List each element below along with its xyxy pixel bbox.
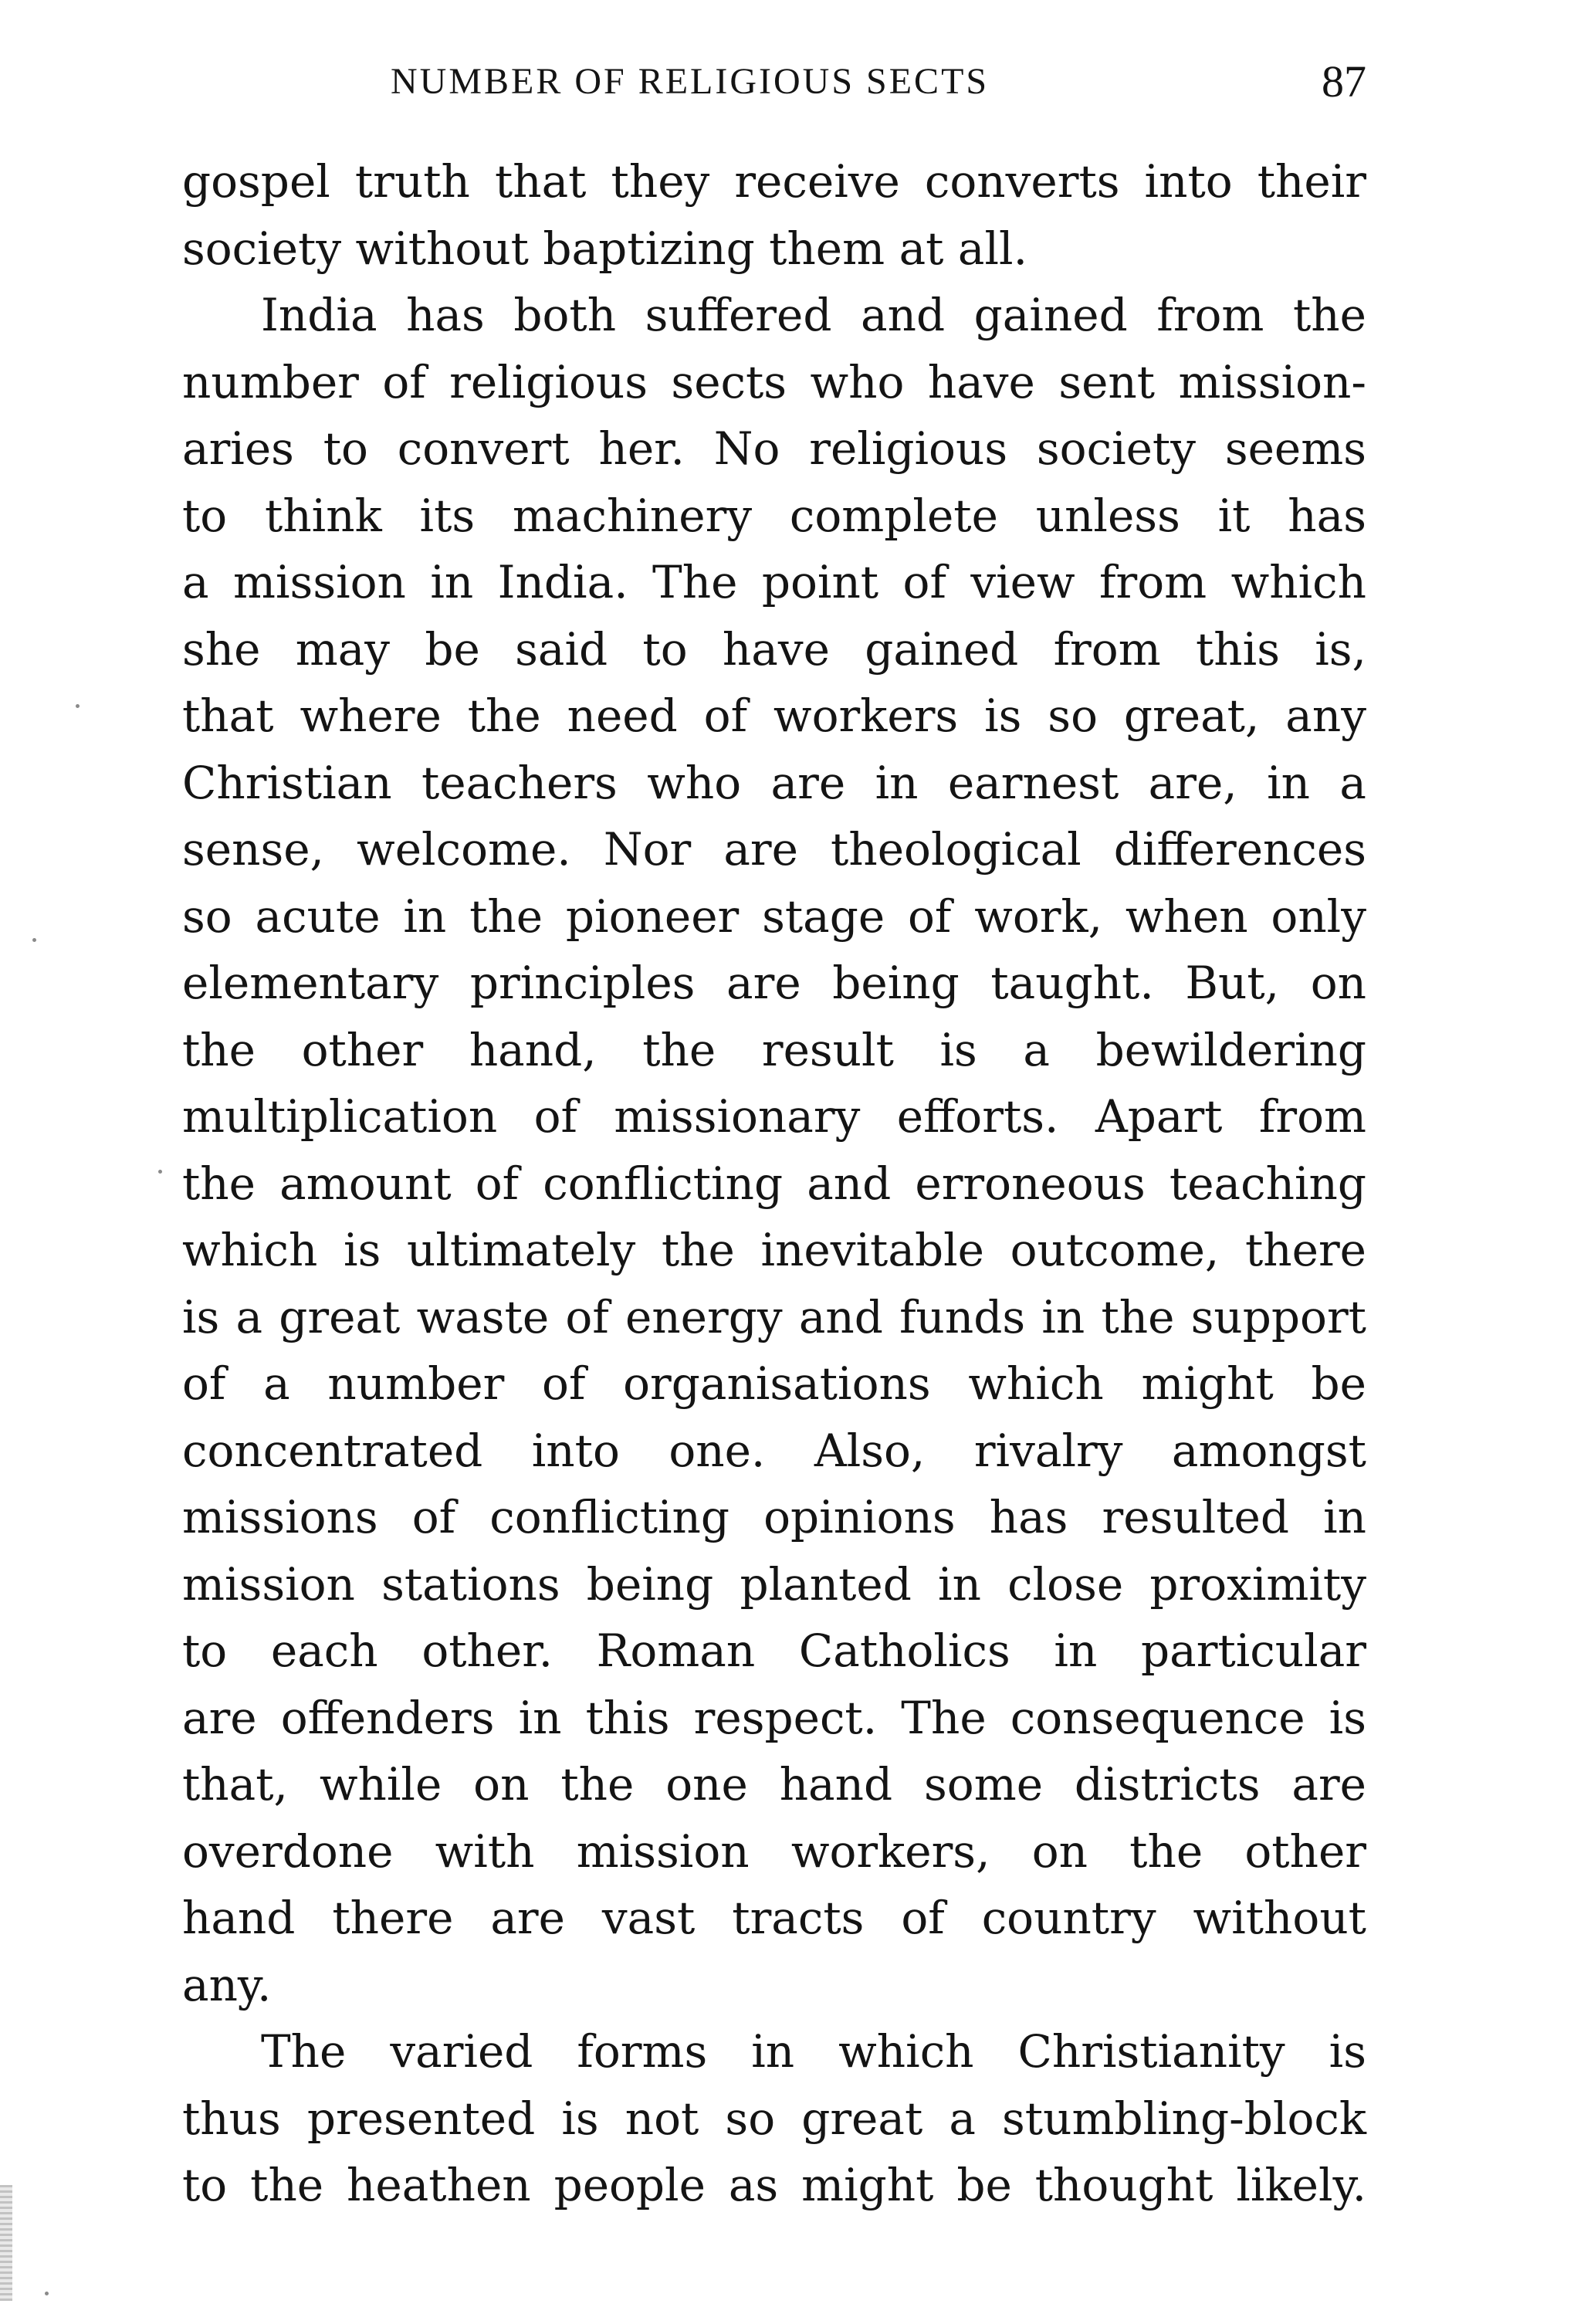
paragraph-line: to each other. Roman Catholics in particular [182,1624,1366,1677]
body-text [182,148,1366,2219]
paragraph-line: India has both suffered and gained from the [261,289,1366,341]
paragraph-line: aries to convert her. No religious society seems [182,422,1366,475]
paragraph-line: gospel truth that they receive converts into their [182,155,1366,208]
scan-speck [76,704,80,708]
paragraph-line: thus presented is not so great a stumbling-block [182,2092,1366,2145]
paragraph-line: hand there are vast tracts of country without [182,1892,1366,1944]
paragraph-line: a mission in India. The point of view from which [182,556,1366,608]
paragraph-line: the amount of conflicting and erroneous teaching [182,1157,1366,1210]
running-head [182,56,1366,117]
paragraph-line: missions of conflicting opinions has resulted in [182,1491,1366,1543]
paragraph-line: are offenders in this respect. The consequence is [182,1691,1366,1744]
paragraph-line: multiplication of missionary efforts. Apart from [182,1090,1366,1143]
paragraph-line: any. [182,1958,272,2011]
paragraph-line: is a great waste of energy and funds in the support [182,1290,1366,1343]
paragraph-line: number of religious sects who have sent mission- [182,355,1366,408]
paragraph-line: overdone with mission workers, on the other [182,1824,1366,1878]
paragraph-line: to think its machinery complete unless it has [182,489,1366,542]
paragraph-line: sense, welcome. Nor are theological differences [182,823,1366,876]
paragraph-line: that where the need of workers is so great, any [182,689,1366,742]
paragraph-line: mission stations being planted in close proximity [182,1557,1366,1611]
paragraph-line: that, while on the one hand some districts are [182,1758,1366,1811]
paragraph-line: elementary principles are being taught. But, on [182,957,1366,1009]
paragraph-line: of a number of organisations which might be [182,1357,1366,1410]
scan-speck [32,938,36,942]
paragraph-line: the other hand, the result is a bewildering [182,1023,1366,1076]
running-head-title: NUMBER OF RELIGIOUS SECTS [391,61,990,102]
paragraph-line: Christian teachers who are in earnest are, in a [182,756,1366,809]
paragraph-line: society without baptizing them at all. [182,222,1028,275]
page-number: 87 [1322,56,1366,107]
paragraph-line: which is ultimately the inevitable outcome, there [182,1224,1366,1276]
paragraph-line: concentrated into one. Also, rivalry amongst [182,1424,1366,1477]
paragraph-line: The varied forms in which Christianity is [261,2025,1366,2078]
paragraph-line: to the heathen people as might be thought likely. [182,2159,1366,2211]
scan-speck [158,1170,162,1174]
scan-gutter-mark [0,2185,12,2301]
paragraph-line: so acute in the pioneer stage of work, when only [182,889,1366,943]
scan-speck [45,2292,49,2295]
paragraph-line: she may be said to have gained from this is, [182,622,1366,676]
